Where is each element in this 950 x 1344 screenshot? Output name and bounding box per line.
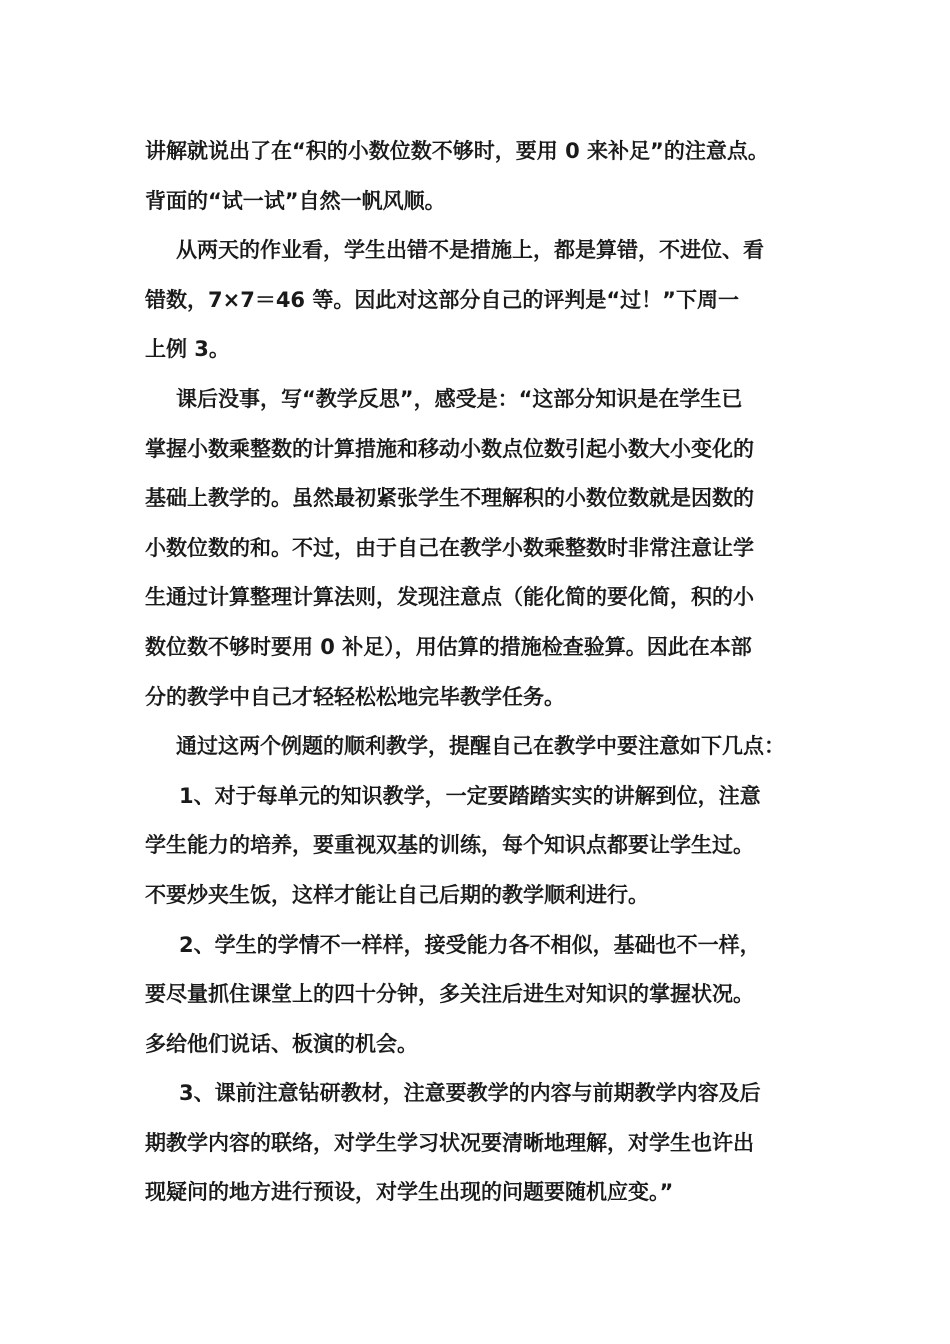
text-line: 期教学内容的联络，对学生学习状况要清晰地理解，对学生也许出 (145, 1130, 754, 1155)
text-line: 上例 3。 (145, 337, 230, 362)
text-line: 背面的“试一试”自然一帆风顺。 (145, 188, 446, 213)
text-line: 多给他们说话、板演的机会。 (145, 1031, 418, 1056)
text-line: 数位数不够时要用 0 补足），用估算的措施检查验算。因此在本部 (145, 634, 752, 659)
text-line: 错数，7×7＝46 等。因此对这部分自己的评判是“过！”下周一 (145, 287, 739, 312)
text-line: 学生能力的培养，要重视双基的训练，每个知识点都要让学生过。 (145, 833, 754, 858)
text-line: 课后没事，写“教学反思”，感受是：“这部分知识是在学生已 (176, 386, 743, 411)
text-line: 要尽量抓住课堂上的四十分钟，多关注后进生对知识的掌握状况。 (145, 982, 754, 1007)
text-line: 掌握小数乘整数的计算措施和移动小数点位数引起小数大小变化的 (145, 436, 754, 461)
paragraph-3 (145, 375, 835, 722)
text-line: 3、课前注意钻研教材，注意要教学的内容与前期教学内容及后 (179, 1081, 761, 1106)
text-line: 生通过计算整理计算法则，发现注意点（能化简的要化简，积的小 (145, 585, 754, 610)
text-line: 2、学生的学情不一样样，接受能力各不相似，基础也不一样， (179, 932, 761, 957)
text-line: 1、对于每单元的知识教学，一定要踏踏实实的讲解到位，注意 (179, 783, 761, 808)
text-line: 通过这两个例题的顺利教学，提醒自己在教学中要注意如下几点： (176, 734, 785, 759)
text-line: 从两天的作业看，学生出错不是措施上，都是算错，不进位、看 (176, 238, 764, 263)
text-line: 小数位数的和。不过，由于自己在教学小数乘整数时非常注意让学 (145, 535, 754, 560)
list-item-3 (145, 1069, 835, 1218)
text-line: 现疑问的地方进行预设，对学生出现的问题要随机应变。” (145, 1180, 674, 1205)
text-line: 基础上教学的。虽然最初紧张学生不理解积的小数位数就是因数的 (145, 486, 754, 511)
list-item-2 (145, 921, 835, 1070)
paragraph-2 (145, 226, 835, 375)
text-line: 讲解就说出了在“积的小数位数不够时，要用 0 来补足”的注意点。 (145, 139, 769, 163)
list-item-1 (145, 772, 835, 921)
paragraph-4 (145, 722, 835, 772)
text-line: 不要炒夹生饭，这样才能让自己后期的教学顺利进行。 (145, 882, 649, 907)
text-line: 分的教学中自己才轻轻松松地完毕教学任务。 (145, 684, 565, 709)
body-text (145, 127, 835, 1218)
paragraph-1 (145, 127, 835, 226)
